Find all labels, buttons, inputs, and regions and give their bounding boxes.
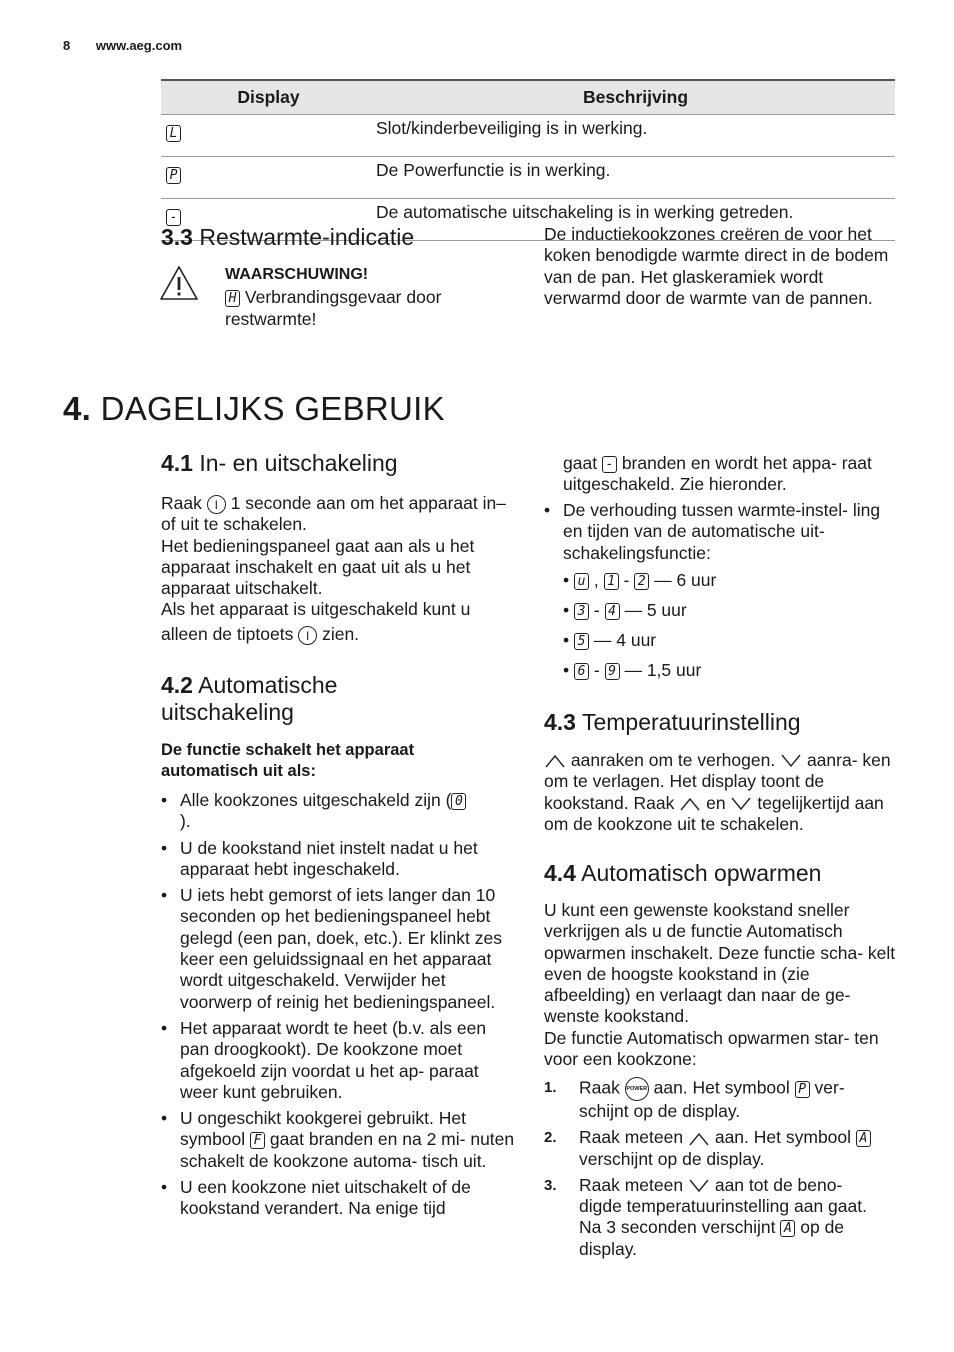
section-heading-4-1: 4.1 In- en uitschakeling: [161, 450, 398, 476]
level-item: • 6 - 9 — 1,5 uur: [563, 659, 702, 680]
onoff-text: Raak I 1 seconde aan om het apparaat in– of uit te schakelen. Het bedieningspaneel gaat aan als u het apparaat inschakelt en gaat uit als u het apparaat uitschakelt. Als het apparaat is uitgeschakeld kunt u alleen de tiptoets I zien.: [161, 493, 506, 644]
auto-off-list: [161, 790, 516, 1225]
section-heading-4-3: 4.3 Temperatuurinstelling: [544, 709, 801, 735]
warning-triangle-icon: [159, 264, 199, 302]
display-symbol: P: [166, 167, 181, 184]
column-header-description: Beschrijving: [376, 80, 895, 115]
power-key-icon: I: [298, 626, 317, 645]
chapter-title: 4. DAGELIJKS GEBRUIK: [63, 390, 445, 427]
list-item: • U een kookzone niet uitschakelt of de kookstand verandert. Na enige tijd: [161, 1177, 516, 1220]
list-item: • U iets hebt gemorst of iets langer dan 10 seconden op het bedieningspaneel hebt gelegd (een pan, doek, etc.). Er klinkt zes keer een geluidssignaal en het apparaat wordt uitgeschakeld. Verwijder het voorwerp of reinig het bedieningspaneel.: [161, 885, 516, 1013]
auto-off-lead: De functie schakelt het apparaat automatisch uit als:: [161, 741, 415, 780]
induction-paragraph: De inductiekookzones creëren de voor het koken benodigde warmte direct in de bodem van de pan. Het glaskeramiek wordt verwarmd door de warmte van de pannen.: [544, 224, 889, 308]
power-key-icon: I: [207, 495, 226, 514]
temperature-text: aanraken om te verhogen. aanra- ken om te verlagen. Het display toont de kookstand. Raak en tegelijkertijd aan om de kookzone uit te schakelen.: [544, 750, 891, 834]
display-symbol: -: [166, 209, 181, 226]
warning-title: WAARSCHUWING!: [225, 266, 369, 283]
power-button-icon: POWER: [625, 1077, 649, 1101]
list-item: • Het apparaat wordt te heet (b.v. als een pan droogkookt). De kookzone moet afgekoeld zijn voordat u het ap- paraat weer kunt gebruiken.: [161, 1018, 516, 1103]
row-description: De Powerfunctie is in werking.: [376, 157, 895, 199]
zero-symbol: 0: [451, 793, 466, 810]
list-item: 1. Raak POWER aan. Het symbool P ver- schijnt op de display.: [544, 1077, 845, 1121]
column-header-display: Display: [161, 80, 376, 115]
list-item: 2. Raak meteen aan. Het symbool A verschijnt op de display.: [544, 1127, 879, 1170]
chevron-up-icon: [679, 796, 701, 812]
level-item: • u , 1 - 2 — 6 uur: [563, 569, 717, 590]
list-item: • U de kookstand niet instelt nadat u het apparaat hebt ingeschakeld.: [161, 838, 516, 881]
level-item: • 5 — 4 uur: [563, 629, 657, 650]
dash-symbol: -: [602, 456, 617, 473]
page-number: 8: [63, 38, 71, 53]
display-table: [161, 79, 895, 241]
website-link[interactable]: www.aeg.com: [95, 38, 183, 53]
auto-heat-steps: [544, 1077, 879, 1265]
section-heading-3-3: 3.3 Restwarmte-indicatie: [161, 224, 415, 250]
auto-heat-text: U kunt een gewenste kookstand sneller verkrijgen als u de functie Automatisch opwarmen inschakelt. Deze functie scha- kelt even de hoogste kookstand in (zie afbeelding) en verlaagt dan naar de ge- wenste kookstand. De functie Automatisch opwarmen star- ten voor een kookzone:: [544, 900, 896, 1070]
chevron-up-icon: [688, 1131, 710, 1147]
chevron-up-icon: [544, 753, 566, 769]
auto-off-times: [544, 500, 894, 690]
list-item: 3. Raak meteen aan tot de beno- digde temperatuurinstelling aan gaat. Na 3 seconden verschijnt A op de display.: [544, 1174, 867, 1259]
chevron-down-icon: [780, 753, 802, 769]
section-heading-4-4: 4.4 Automatisch opwarmen: [544, 860, 822, 886]
chevron-down-icon: [688, 1178, 710, 1194]
restwarmte-symbol: H: [225, 290, 240, 307]
table-row: [161, 157, 895, 199]
section-heading-4-2: 4.2 Automatische uitschakeling: [161, 672, 338, 725]
row-description: Slot/kinderbeveiliging is in werking.: [376, 115, 895, 157]
chevron-down-icon: [730, 796, 752, 812]
f-symbol: F: [250, 1132, 265, 1149]
page-header: [63, 38, 182, 53]
list-item: • U ongeschikt kookgerei gebruikt. Het symbool F gaat branden en na 2 mi- nuten schakelt de kookzone automa- tisch uit.: [161, 1108, 516, 1172]
row-description: De automatische uitschakeling is in werking getreden.: [376, 199, 895, 241]
level-item: • 3 - 4 — 5 uur: [563, 599, 687, 620]
level-list: [544, 570, 894, 690]
list-item: • Alle kookzones uitgeschakeld zijn ( 0 ).: [161, 790, 516, 833]
display-symbol: L: [166, 125, 181, 142]
table-row: [161, 115, 895, 157]
list-item: • De verhouding tussen warmte-instel- ling en tijden van de automatische uit- schakelingsfunctie:: [544, 500, 894, 564]
warning-block: WAARSCHUWING! H Verbrandingsgevaar door restwarmte!: [225, 264, 525, 330]
auto-off-continued: gaat - branden en wordt het appa- raat uitgeschakeld. Zie hieronder.: [563, 453, 872, 495]
table-header-row: [161, 80, 895, 115]
